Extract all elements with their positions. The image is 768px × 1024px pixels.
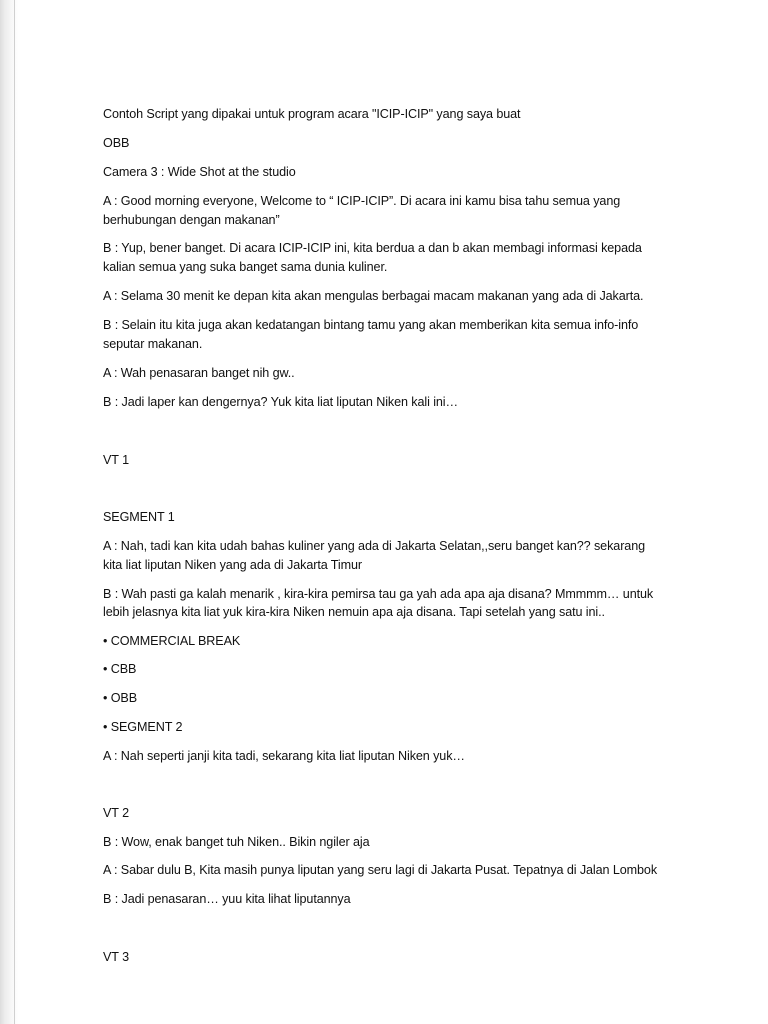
dialogue-line: seputar makanan. (103, 337, 203, 351)
page-edge-line (14, 0, 15, 1024)
dialogue-line: berhubungan dengan makanan” (103, 213, 280, 227)
dialogue-line: B : Wow, enak banget tuh Niken.. Bikin ngiler aja (103, 835, 370, 849)
dialogue-line: kita liat liputan Niken yang ada di Jakarta Timur (103, 558, 363, 572)
dialogue-line: A : Nah seperti janji kita tadi, sekarang kita liat liputan Niken yuk… (103, 749, 465, 763)
dialogue-line: A : Sabar dulu B, Kita masih punya liputan yang seru lagi di Jakarta Pusat. Tepatnya di Jalan Lombok (103, 863, 658, 877)
page-edge-shadow (0, 0, 18, 1024)
bullet-item: • SEGMENT 2 (103, 720, 183, 734)
dialogue-line: B : Jadi penasaran… yuu kita lihat liputannya (103, 892, 351, 906)
doc-title: Contoh Script yang dipakai untuk program acara "ICIP-ICIP" yang saya buat (103, 107, 521, 121)
dialogue-line: A : Good morning everyone, Welcome to “ ICIP-ICIP”. Di acara ini kamu bisa tahu semua yang (103, 194, 621, 208)
dialogue-line: B : Wah pasti ga kalah menarik , kira-kira pemirsa tau ga yah ada apa aja disana? Mmmmm… untuk (103, 587, 654, 601)
dialogue-line: B : Jadi laper kan dengernya? Yuk kita liat liputan Niken kali ini… (103, 395, 458, 409)
vt2-heading: VT 2 (103, 806, 129, 820)
dialogue-line: B : Yup, bener banget. Di acara ICIP-ICIP ini, kita berdua a dan b akan membagi informasi kepada (103, 241, 642, 255)
dialogue-line: lebih jelasnya kita liat yuk kira-kira Niken nemuin apa aja disana. Tapi setelah yang satu ini.. (103, 605, 605, 619)
dialogue-line: A : Selama 30 menit ke depan kita akan mengulas berbagai macam makanan yang ada di Jakarta. (103, 289, 644, 303)
bullet-item: • COMMERCIAL BREAK (103, 634, 241, 648)
segment1-heading: SEGMENT 1 (103, 510, 175, 524)
camera-direction: Camera 3 : Wide Shot at the studio (103, 165, 296, 179)
bullet-item: • CBB (103, 662, 137, 676)
dialogue-line: kalian semua yang suka banget sama dunia kuliner. (103, 260, 388, 274)
dialogue-line: A : Wah penasaran banget nih gw.. (103, 366, 295, 380)
bullet-item: • OBB (103, 691, 138, 705)
vt3-heading: VT 3 (103, 950, 129, 964)
dialogue-line: B : Selain itu kita juga akan kedatangan bintang tamu yang akan memberikan kita semua info-info (103, 318, 639, 332)
dialogue-line: A : Nah, tadi kan kita udah bahas kuliner yang ada di Jakarta Selatan,,seru banget kan?? sekarang (103, 539, 645, 553)
vt1-heading: VT 1 (103, 453, 129, 467)
obb-heading: OBB (103, 136, 130, 150)
